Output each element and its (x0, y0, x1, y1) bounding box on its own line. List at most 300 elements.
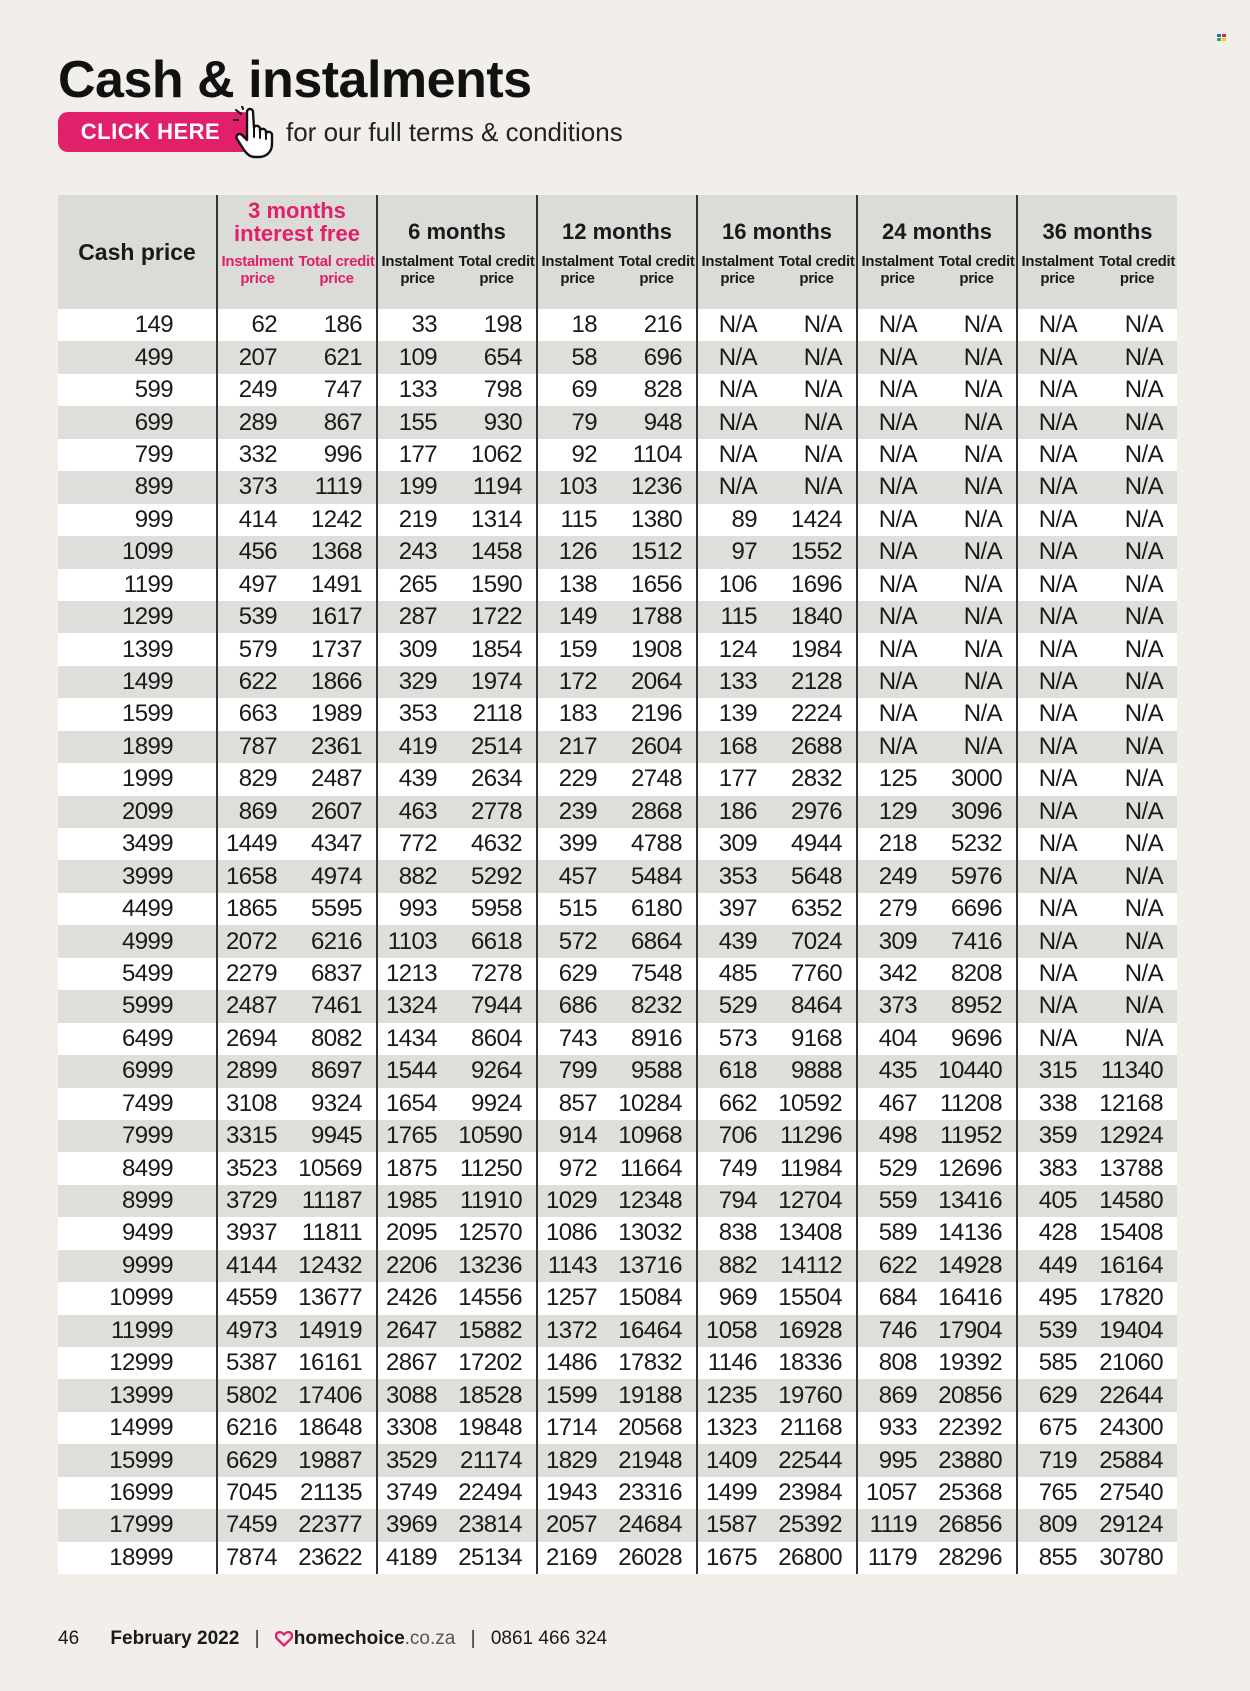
total-credit-price-cell: 14136 (937, 1217, 1017, 1249)
instalment-price-cell: N/A (697, 341, 777, 373)
instalment-price-cell: 309 (857, 925, 937, 957)
total-credit-price-cell: 12432 (297, 1250, 377, 1282)
total-credit-price-cell: N/A (937, 439, 1017, 471)
instalment-price-cell: 463 (377, 796, 457, 828)
total-credit-price-cell: 21174 (457, 1444, 537, 1476)
instalment-price-cell: 287 (377, 601, 457, 633)
cash-price-cell: 599 (58, 374, 217, 406)
cash-price-cell: 17999 (58, 1509, 217, 1541)
instalment-price-cell: N/A (857, 406, 937, 438)
total-credit-price-cell: 16161 (297, 1347, 377, 1379)
instalment-price-cell: 133 (377, 374, 457, 406)
total-credit-price-cell: 15084 (617, 1282, 697, 1314)
total-credit-price-cell: N/A (777, 406, 857, 438)
total-credit-price-cell: N/A (1097, 698, 1177, 730)
total-credit-price-cell: N/A (937, 666, 1017, 698)
total-credit-price-cell: 9924 (457, 1088, 537, 1120)
total-credit-price-cell: 25392 (777, 1509, 857, 1541)
instalment-price-cell: N/A (857, 471, 937, 503)
instalment-price-cell: N/A (1017, 990, 1097, 1022)
total-credit-price-cell: 6864 (617, 925, 697, 957)
instalment-price-cell: 183 (537, 698, 617, 730)
instalment-price-cell: N/A (1017, 731, 1097, 763)
table-row (58, 1250, 1177, 1282)
instalment-price-cell: 373 (217, 471, 297, 503)
total-credit-price-cell: 9324 (297, 1088, 377, 1120)
total-credit-price-cell: 216 (617, 309, 697, 341)
instalment-price-cell: 449 (1017, 1250, 1097, 1282)
instalment-price-cell: 3749 (377, 1477, 457, 1509)
table-row (58, 1477, 1177, 1509)
total-credit-price-cell: 22644 (1097, 1379, 1177, 1411)
table-row (58, 763, 1177, 795)
instalment-price-cell: 829 (217, 763, 297, 795)
instalment-price-cell: 585 (1017, 1347, 1097, 1379)
instalment-price-cell: 1323 (697, 1412, 777, 1444)
total-credit-price-cell: 621 (297, 341, 377, 373)
total-credit-price-cell: 19392 (937, 1347, 1017, 1379)
total-credit-price-cell: 996 (297, 439, 377, 471)
instalment-price-cell: 618 (697, 1055, 777, 1087)
instalment-price-cell: 559 (857, 1185, 937, 1217)
instalment-price-cell: 177 (697, 763, 777, 795)
instalment-price-cell: 338 (1017, 1088, 1097, 1120)
instalment-price-cell: 2426 (377, 1282, 457, 1314)
total-credit-price-cell: 7416 (937, 925, 1017, 957)
total-credit-price-cell: 17832 (617, 1347, 697, 1379)
total-credit-price-cell: 198 (457, 309, 537, 341)
total-credit-price-cell: 12704 (777, 1185, 857, 1217)
instalment-price-cell: 103 (537, 471, 617, 503)
instalment-price-header: Instalment price (217, 247, 297, 309)
total-credit-price-cell: N/A (1097, 374, 1177, 406)
table-row (58, 374, 1177, 406)
instalment-price-cell: 686 (537, 990, 617, 1022)
instalment-price-cell: N/A (1017, 341, 1097, 373)
cash-price-cell: 799 (58, 439, 217, 471)
instalment-price-cell: 89 (697, 504, 777, 536)
instalment-price-cell: 3108 (217, 1088, 297, 1120)
table-row (58, 990, 1177, 1022)
total-credit-price-cell: 2224 (777, 698, 857, 730)
cash-price-cell: 15999 (58, 1444, 217, 1476)
total-credit-price-cell: 18336 (777, 1347, 857, 1379)
instalment-price-cell: N/A (1017, 666, 1097, 698)
total-credit-price-cell: 1512 (617, 536, 697, 568)
instalment-price-cell: 186 (697, 796, 777, 828)
total-credit-price-cell: 8232 (617, 990, 697, 1022)
instalment-price-cell: 439 (377, 763, 457, 795)
instalment-price-cell: 1675 (697, 1542, 777, 1574)
instalment-price-cell: 419 (377, 731, 457, 763)
total-credit-price-cell: 22392 (937, 1412, 1017, 1444)
instalment-price-cell: 589 (857, 1217, 937, 1249)
total-credit-price-cell: 3096 (937, 796, 1017, 828)
table-row (58, 796, 1177, 828)
total-credit-price-cell: 23814 (457, 1509, 537, 1541)
total-credit-price-cell: 1119 (297, 471, 377, 503)
total-credit-price-cell: 7461 (297, 990, 377, 1022)
total-credit-price-cell: N/A (777, 374, 857, 406)
total-credit-price-cell: 1380 (617, 504, 697, 536)
total-credit-price-cell: 5595 (297, 893, 377, 925)
instalment-price-cell: 855 (1017, 1542, 1097, 1574)
cash-price-cell: 4999 (58, 925, 217, 957)
cash-price-cell: 3499 (58, 828, 217, 860)
total-credit-price-cell: 16416 (937, 1282, 1017, 1314)
total-credit-price-header: Total credit price (1097, 247, 1177, 309)
total-credit-price-cell: 1854 (457, 633, 537, 665)
instalment-price-cell: 1409 (697, 1444, 777, 1476)
table-row (58, 406, 1177, 438)
brand-domain[interactable]: .co.za (404, 1628, 456, 1649)
total-credit-price-cell: N/A (777, 439, 857, 471)
instalment-price-cell: 7045 (217, 1477, 297, 1509)
instalment-price-cell: 155 (377, 406, 457, 438)
instalment-price-cell: N/A (857, 633, 937, 665)
instalment-price-cell: 838 (697, 1217, 777, 1249)
total-credit-price-cell: 12924 (1097, 1120, 1177, 1152)
instalment-price-cell: N/A (1017, 763, 1097, 795)
total-credit-price-cell: 4347 (297, 828, 377, 860)
cash-price-cell: 5999 (58, 990, 217, 1022)
total-credit-price-cell: 2607 (297, 796, 377, 828)
total-credit-price-cell: 828 (617, 374, 697, 406)
total-credit-price-cell: 12168 (1097, 1088, 1177, 1120)
total-credit-price-cell: 11187 (297, 1185, 377, 1217)
total-credit-price-cell: 1368 (297, 536, 377, 568)
total-credit-price-cell: 26800 (777, 1542, 857, 1574)
total-credit-price-cell: 1590 (457, 569, 537, 601)
instalment-price-cell: 933 (857, 1412, 937, 1444)
instalment-price-cell: 1235 (697, 1379, 777, 1411)
instalment-price-cell: N/A (1017, 504, 1097, 536)
total-credit-price-cell: 13788 (1097, 1152, 1177, 1184)
instalment-price-cell: N/A (697, 439, 777, 471)
total-credit-price-cell: 14919 (297, 1315, 377, 1347)
total-credit-price-cell: N/A (1097, 1023, 1177, 1055)
instalment-price-cell: 168 (697, 731, 777, 763)
instalment-price-cell: 5802 (217, 1379, 297, 1411)
group-header-16-months: 16 months (697, 195, 857, 247)
total-credit-price-cell: N/A (1097, 601, 1177, 633)
total-credit-price-cell: 17820 (1097, 1282, 1177, 1314)
total-credit-price-cell: 6180 (617, 893, 697, 925)
instalment-price-cell: 3529 (377, 1444, 457, 1476)
instalment-price-cell: 1765 (377, 1120, 457, 1152)
instalment-price-cell: 3729 (217, 1185, 297, 1217)
instalment-price-cell: 1449 (217, 828, 297, 860)
total-credit-price-cell: N/A (1097, 666, 1177, 698)
instalment-price-cell: N/A (857, 374, 937, 406)
total-credit-price-cell: 1062 (457, 439, 537, 471)
instalment-price-cell: N/A (857, 536, 937, 568)
instalment-price-cell: 706 (697, 1120, 777, 1152)
instalment-price-cell: 428 (1017, 1217, 1097, 1249)
total-credit-price-cell: 12696 (937, 1152, 1017, 1184)
instalment-price-cell: 1146 (697, 1347, 777, 1379)
total-credit-price-cell: N/A (937, 504, 1017, 536)
total-credit-price-cell: 1722 (457, 601, 537, 633)
cash-price-cell: 14999 (58, 1412, 217, 1444)
total-credit-price-cell: 8208 (937, 958, 1017, 990)
total-credit-price-cell: N/A (1097, 763, 1177, 795)
instalment-price-cell: 2279 (217, 958, 297, 990)
table-row (58, 471, 1177, 503)
instalment-price-cell: 743 (537, 1023, 617, 1055)
instalment-price-cell: 289 (217, 406, 297, 438)
instalment-price-cell: 4973 (217, 1315, 297, 1347)
total-credit-price-cell: N/A (937, 633, 1017, 665)
total-credit-price-cell: 11340 (1097, 1055, 1177, 1087)
instalment-price-cell: 129 (857, 796, 937, 828)
total-credit-price-cell: 2688 (777, 731, 857, 763)
pointing-hand-icon[interactable] (233, 106, 283, 160)
total-credit-price-cell: 2487 (297, 763, 377, 795)
total-credit-price-cell: 6352 (777, 893, 857, 925)
total-credit-price-cell: N/A (1097, 633, 1177, 665)
instalment-price-cell: 3937 (217, 1217, 297, 1249)
total-credit-price-cell: 1908 (617, 633, 697, 665)
table-row (58, 1217, 1177, 1249)
instalment-price-cell: 882 (697, 1250, 777, 1282)
total-credit-price-cell: 20856 (937, 1379, 1017, 1411)
instalment-price-cell: 2647 (377, 1315, 457, 1347)
instalment-price-cell: 572 (537, 925, 617, 957)
total-credit-price-cell: 28296 (937, 1542, 1017, 1574)
phone-number[interactable]: 0861 466 324 (490, 1628, 608, 1649)
total-credit-price-cell: 10569 (297, 1152, 377, 1184)
click-here-button[interactable]: CLICK HERE (58, 112, 253, 152)
total-credit-price-cell: 9168 (777, 1023, 857, 1055)
total-credit-price-cell: N/A (777, 309, 857, 341)
total-credit-price-cell: 8916 (617, 1023, 697, 1055)
cash-price-cell: 1599 (58, 698, 217, 730)
cash-price-cell: 10999 (58, 1282, 217, 1314)
total-credit-price-cell: 798 (457, 374, 537, 406)
total-credit-price-cell: 2868 (617, 796, 697, 828)
instalment-price-cell: 439 (697, 925, 777, 957)
total-credit-price-cell: N/A (1097, 471, 1177, 503)
total-credit-price-cell: N/A (1097, 309, 1177, 341)
total-credit-price-cell: N/A (937, 698, 1017, 730)
page-footer (58, 1628, 607, 1652)
instalment-price-cell: 315 (1017, 1055, 1097, 1087)
instalment-price-cell: N/A (1017, 536, 1097, 568)
total-credit-price-cell: 11250 (457, 1152, 537, 1184)
total-credit-price-cell: 5648 (777, 860, 857, 892)
total-credit-price-cell: 13416 (937, 1185, 1017, 1217)
total-credit-price-cell: 22494 (457, 1477, 537, 1509)
total-credit-price-cell: 2832 (777, 763, 857, 795)
total-credit-price-cell: N/A (937, 341, 1017, 373)
instalment-price-header: Instalment price (537, 247, 617, 309)
instalment-price-cell: 515 (537, 893, 617, 925)
total-credit-price-cell: 2778 (457, 796, 537, 828)
total-credit-price-cell: N/A (937, 731, 1017, 763)
total-credit-price-cell: 6216 (297, 925, 377, 957)
instalment-price-cell: 199 (377, 471, 457, 503)
instalment-price-cell: N/A (857, 698, 937, 730)
instalment-price-cell: 3315 (217, 1120, 297, 1152)
instalment-price-cell: 2899 (217, 1055, 297, 1087)
cash-price-cell: 999 (58, 504, 217, 536)
cash-price-cell: 6999 (58, 1055, 217, 1087)
instalment-price-cell: 124 (697, 633, 777, 665)
total-credit-price-cell: 9696 (937, 1023, 1017, 1055)
instalment-price-cell: 92 (537, 439, 617, 471)
instalment-price-cell: N/A (857, 309, 937, 341)
total-credit-price-cell: 2128 (777, 666, 857, 698)
total-credit-price-cell: 7278 (457, 958, 537, 990)
total-credit-price-cell: 747 (297, 374, 377, 406)
instalment-price-cell: 4559 (217, 1282, 297, 1314)
total-credit-price-cell: 930 (457, 406, 537, 438)
instalment-price-cell: 399 (537, 828, 617, 860)
total-credit-price-cell: 1840 (777, 601, 857, 633)
total-credit-price-cell: 19848 (457, 1412, 537, 1444)
instalment-price-cell: 279 (857, 893, 937, 925)
table-row (58, 309, 1177, 341)
cash-price-cell: 18999 (58, 1542, 217, 1574)
table-row (58, 1509, 1177, 1541)
total-credit-price-cell: 11208 (937, 1088, 1017, 1120)
total-credit-price-cell: 21168 (777, 1412, 857, 1444)
total-credit-price-cell: N/A (1097, 406, 1177, 438)
instalment-price-cell: 882 (377, 860, 457, 892)
instalment-price-cell: 662 (697, 1088, 777, 1120)
issue-date: February 2022 (110, 1628, 240, 1649)
total-credit-price-header: Total credit price (777, 247, 857, 309)
total-credit-price-cell: 1552 (777, 536, 857, 568)
cash-price-cell: 149 (58, 309, 217, 341)
total-credit-price-cell: 2196 (617, 698, 697, 730)
total-credit-price-cell: N/A (1097, 860, 1177, 892)
total-credit-price-cell: 4944 (777, 828, 857, 860)
instalment-price-cell: 573 (697, 1023, 777, 1055)
total-credit-price-cell: 5484 (617, 860, 697, 892)
table-row (58, 1444, 1177, 1476)
instalment-price-cell: 1086 (537, 1217, 617, 1249)
instalment-price-cell: 539 (1017, 1315, 1097, 1347)
total-credit-price-cell: 27540 (1097, 1477, 1177, 1509)
instalment-price-cell: 2095 (377, 1217, 457, 1249)
instalment-price-cell: 115 (697, 601, 777, 633)
instalment-price-cell: 1865 (217, 893, 297, 925)
total-credit-price-cell: 13032 (617, 1217, 697, 1249)
instalment-price-cell: 4189 (377, 1542, 457, 1574)
instalment-price-cell: 485 (697, 958, 777, 990)
group-header-row (58, 195, 1177, 247)
instalment-price-cell: 79 (537, 406, 617, 438)
total-credit-price-cell: 2748 (617, 763, 697, 795)
total-credit-price-cell: 7548 (617, 958, 697, 990)
table-row (58, 1185, 1177, 1217)
total-credit-price-cell: 12348 (617, 1185, 697, 1217)
instalment-price-cell: 243 (377, 536, 457, 568)
total-credit-price-cell: N/A (1097, 990, 1177, 1022)
total-credit-price-cell: 1242 (297, 504, 377, 536)
total-credit-price-cell: 2514 (457, 731, 537, 763)
instalment-price-cell: N/A (697, 374, 777, 406)
cash-price-cell: 7499 (58, 1088, 217, 1120)
table-row (58, 1315, 1177, 1347)
total-credit-price-cell: 5232 (937, 828, 1017, 860)
total-credit-price-cell: 25134 (457, 1542, 537, 1574)
total-credit-price-cell: 9264 (457, 1055, 537, 1087)
instalment-price-cell: 1058 (697, 1315, 777, 1347)
cash-price-cell: 3999 (58, 860, 217, 892)
total-credit-price-cell: 23984 (777, 1477, 857, 1509)
group-header-24-months: 24 months (857, 195, 1017, 247)
table-row (58, 828, 1177, 860)
total-credit-price-header: Total credit price (297, 247, 377, 309)
total-credit-price-cell: 2118 (457, 698, 537, 730)
table-row (58, 1120, 1177, 1152)
instalment-price-cell: 309 (697, 828, 777, 860)
group-header-36-months: 36 months (1017, 195, 1177, 247)
total-credit-price-cell: 18648 (297, 1412, 377, 1444)
instalment-price-cell: 1654 (377, 1088, 457, 1120)
total-credit-price-cell: 10284 (617, 1088, 697, 1120)
table-row (58, 439, 1177, 471)
instalment-price-cell: 1119 (857, 1509, 937, 1541)
total-credit-price-cell: 10440 (937, 1055, 1017, 1087)
instalment-price-cell: 1499 (697, 1477, 777, 1509)
total-credit-price-cell: 11811 (297, 1217, 377, 1249)
instalment-price-cell: 772 (377, 828, 457, 860)
instalment-price-cell: 62 (217, 309, 297, 341)
instalment-price-cell: 579 (217, 633, 297, 665)
instalment-price-cell: 33 (377, 309, 457, 341)
instalment-price-cell: N/A (1017, 633, 1097, 665)
instalment-price-cell: 249 (857, 860, 937, 892)
total-credit-price-cell: 867 (297, 406, 377, 438)
instalment-price-table (58, 195, 1177, 1574)
instalment-price-cell: 6629 (217, 1444, 297, 1476)
instalment-price-cell: N/A (857, 569, 937, 601)
instalment-price-cell: 622 (217, 666, 297, 698)
total-credit-price-cell: N/A (1097, 536, 1177, 568)
instalment-price-cell: 1029 (537, 1185, 617, 1217)
instalment-price-cell: 115 (537, 504, 617, 536)
total-credit-price-cell: 7944 (457, 990, 537, 1022)
total-credit-price-cell: 17202 (457, 1347, 537, 1379)
instalment-price-cell: 159 (537, 633, 617, 665)
total-credit-price-cell: 4788 (617, 828, 697, 860)
brand-name[interactable]: homechoice (293, 1628, 405, 1649)
instalment-price-cell: 1324 (377, 990, 457, 1022)
instalment-price-cell: 239 (537, 796, 617, 828)
instalment-price-cell: 353 (377, 698, 457, 730)
total-credit-price-cell: 19188 (617, 1379, 697, 1411)
instalment-price-cell: 794 (697, 1185, 777, 1217)
instalment-price-cell: N/A (857, 439, 937, 471)
total-credit-price-cell: 4974 (297, 860, 377, 892)
cash-price-cell: 1999 (58, 763, 217, 795)
total-credit-price-cell: 25884 (1097, 1444, 1177, 1476)
cash-price-cell: 1099 (58, 536, 217, 568)
instalment-price-cell: 309 (377, 633, 457, 665)
instalment-price-cell: 1875 (377, 1152, 457, 1184)
total-credit-price-cell: 18528 (457, 1379, 537, 1411)
instalment-price-cell: 265 (377, 569, 457, 601)
instalment-price-cell: 7459 (217, 1509, 297, 1541)
instalment-price-cell: 18 (537, 309, 617, 341)
total-credit-price-cell: 13677 (297, 1282, 377, 1314)
instalment-price-cell: 69 (537, 374, 617, 406)
total-credit-price-cell: 1737 (297, 633, 377, 665)
